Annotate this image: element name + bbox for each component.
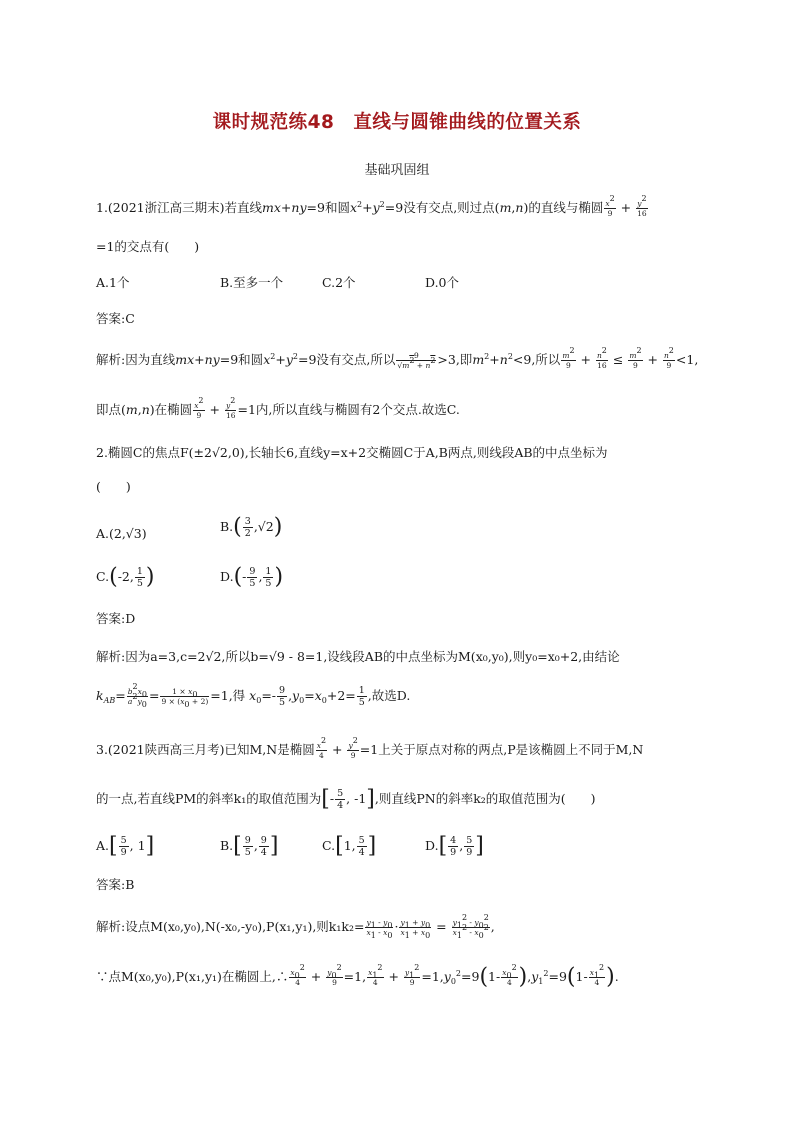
option-d: D.[ $\frac{4}{9}$ , $\frac{5}{9}$ ] [425,833,484,859]
page-title: 课时规范练48 直线与圆锥曲线的位置关系 [212,112,582,133]
option-d: D.(- $\frac{9}{5}$ , $\frac{1}{5}$ ) [220,564,284,590]
option-a: A.(2,√3) [96,526,147,541]
option-c: C.[1, $\frac{5}{4}$ ] [322,833,377,859]
option-d: D.0个 [425,275,460,290]
option-c: C.2个 [322,275,356,290]
option-c: C.(-2, $\frac{1}{5}$ ) [96,564,155,590]
option-b: B.( $\frac{3}{2}$ ,√2) [220,514,283,540]
solution-2-line-1: 解析:因为a=3,c=2√2,所以b=√9 - 8=1,设线段AB的中点坐标为M(x₀,y₀),则y₀=x₀+2,由结论 [96,649,620,664]
option-a: A.1个 [96,275,130,290]
answer-3: 答案:B [96,877,135,892]
option-b: B.至多一个 [220,275,284,290]
option-b: B.[ $\frac{9}{5}$ , $\frac{9}{4}$ ] [220,833,279,859]
solution-1-line-1: 解析:因为直线mx+ny=9和圆$x^2+y^2=9$没有交点,所以 $\frac{9}{√m^2 + n^2}$ >3,即$m^2+n^2<9$,所以 $\frac{m^2}{9}$ + $\frac{n^2}{16}$ ≤ $\frac{m^2}{9}$ + $\frac{n^2}{9}$ <1, [96,346,699,370]
question-3-stem-cont: 的一点,若直线PM的斜率k₁的取值范围为[- $\frac{5}{4}$ , -1],则直线PN的斜率k₂的取值范围为( ) [96,786,596,812]
solution-2-line-2: $k_{AB}=$ $\frac{b^2x_0}{a^2y_0}$ = $\frac{1 \times x_0}{9 \times (x_0 + 2)}$ =1,得 $x_0=-$ $\frac{9}{5}$ $,y_0=x_0+2=$ $\frac{1}{5}$ ,故选D. [96,682,411,709]
answer-2: 答案:D [96,611,136,626]
answer-1: 答案:C [96,311,135,326]
question-2-stem: 2.椭圆C的焦点F(±2√2,0),长轴长6,直线y=x+2交椭圆C于A,B两点,则线段AB的中点坐标为 [96,445,608,460]
question-2-stem-cont: ( ) [96,479,131,494]
solution-3-line-1: 解析:设点M(x₀,y₀),N(-x₀,-y₀),P(x₁,y₁),则k₁k₂= $\frac{y_1 - y_0}{x_1 - x_0}$ · $\frac{y_1 + y_0}{x_1 + x_0}$ = $\frac{y_1^2 - y_0^2}{x_1^2 - x_0^2}$ , [96,913,495,940]
section-subtitle: 基础巩固组 [364,163,430,178]
question-1-stem: 1.(2021浙江高三期末)若直线mx+ny=9和圆$x^2+y^2=9$没有交点,则过点(m,n)的直线与椭圆 $\frac{x^2}{9}$ + $\frac{y^2}{16}$ [96,194,647,218]
solution-3-line-2: ∵点M(x₀,y₀),P(x₁,y₁)在椭圆上,∴ $\frac{x_0^2}{4}$ + $\frac{y_0^2}{9}$ =1, $\frac{x_1^2}{4}$ + $\frac{y_1^2}{9}$ $=1,y_0^2=9(1-$ $\frac{x_0^2}{4}$ )$,y_1^2=9(1-$ $\frac{x_1^2}{4}$ ). [96,963,619,990]
option-a: A.[ $\frac{5}{9}$ , 1] [96,833,155,859]
question-3-stem: 3.(2021陕西高三月考)已知M,N是椭圆 $\frac{x^2}{4}$ + $\frac{y^2}{9}$ =1上关于原点对称的两点,P是该椭圆上不同于M,N [96,736,644,760]
solution-1-line-2: 即点(m,n)在椭圆 $\frac{x^2}{9}$ + $\frac{y^2}{16}$ =1内,所以直线与椭圆有2个交点.故选C. [96,396,460,420]
question-1-stem-cont: =1的交点有( ) [96,239,200,254]
